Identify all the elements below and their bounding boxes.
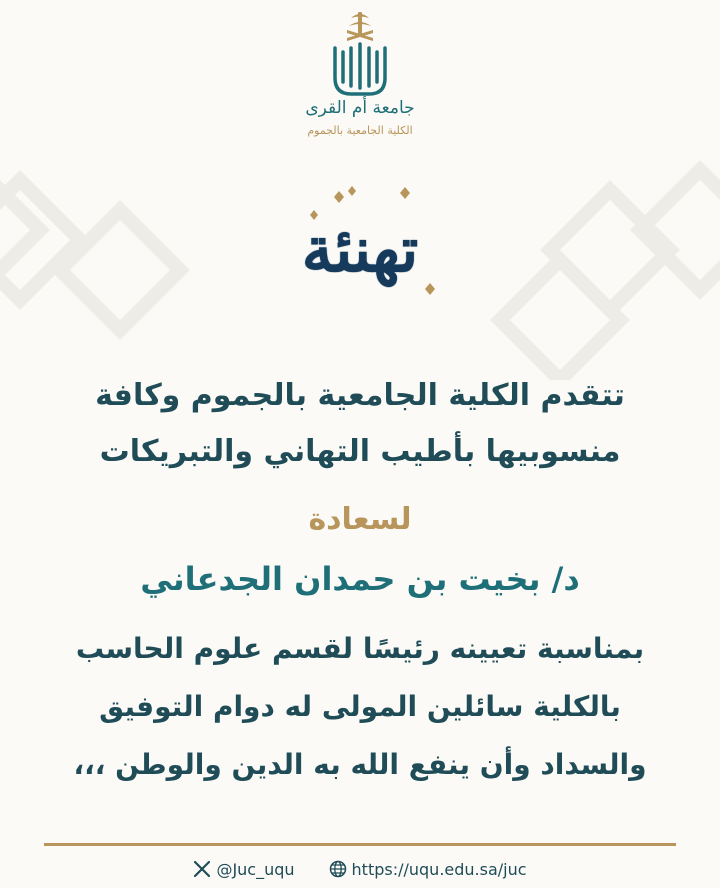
recipient-name: د/ بخيت بن حمدان الجدعاني [140, 560, 580, 598]
title-block [250, 185, 470, 315]
title-congratulations: تهنئة [301, 213, 419, 286]
website-url: https://uqu.edu.sa/juc [351, 859, 527, 879]
college-name: الكلية الجامعية بالجموم [307, 124, 413, 137]
logo-emblem-icon [325, 8, 395, 100]
occasion-line-2: بالكلية سائلين المولى له دوام التوفيق [99, 690, 621, 723]
intro-line-2: منسوبيها بأطيب التهاني والتبريكات [99, 434, 621, 469]
intro-line-1: تتقدم الكلية الجامعية بالجموم وكافة [95, 378, 625, 413]
x-logo-icon [193, 860, 211, 878]
footer-divider [44, 843, 676, 846]
twitter-link[interactable] [193, 860, 294, 879]
twitter-handle: @Juc_uqu [216, 859, 295, 879]
occasion-line-3: والسداد وأن ينفع الله به الدين والوطن ،،، [73, 748, 647, 781]
website-link[interactable] [329, 860, 527, 879]
footer [0, 856, 720, 882]
globe-icon [329, 860, 347, 878]
university-name: جامعة أم القرى [305, 98, 415, 118]
honorific: لسعادة [308, 502, 412, 537]
occasion-line-1: بمناسبة تعيينه رئيسًا لقسم علوم الحاسب [75, 632, 645, 665]
